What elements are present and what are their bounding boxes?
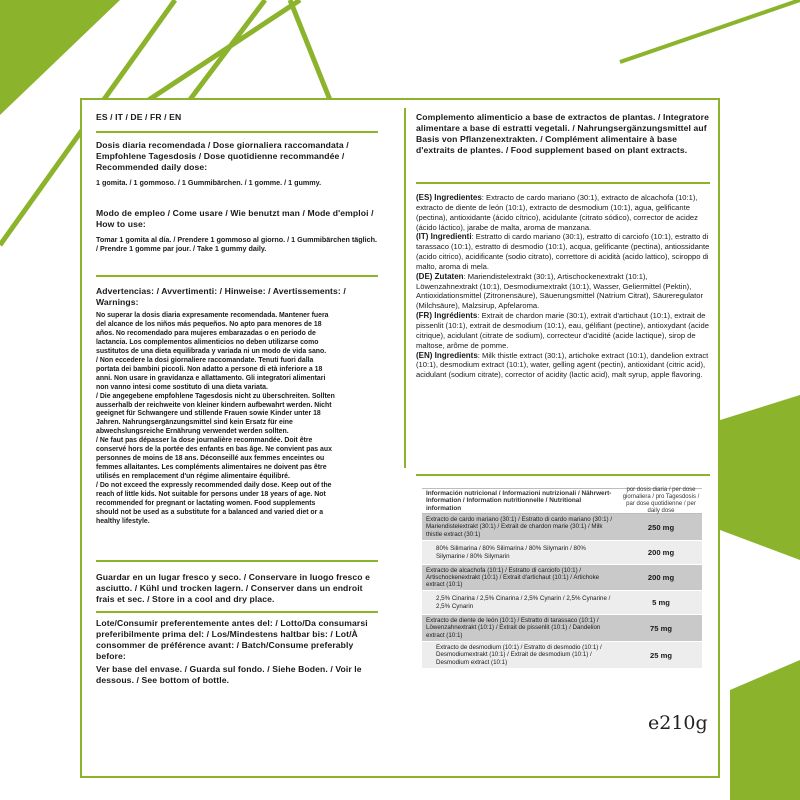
divider — [416, 474, 710, 476]
ingredients-fr: (FR) Ingrédients: Extrait de chardon marie (30:1), extrait d'artichaut (10:1), extrait de pissenlit (10:1), extrait de desmodium (10:1), eau, gélifiant (pectine), antioxydant (acide citrique), acidulant (citrate de sodium), correcteur d'acidité (acide lactique), sirop de maltose, arôme de pomme. — [416, 311, 709, 350]
batch-title: Lote/Consumir preferentemente antes del: / Lotto/Da consumarsi preferibilmente prima del: / Los/Mindestens haltbar bis: / Lot/À consommer de préférence avant: / Batch/Consume preferably before: — [96, 618, 368, 661]
ingredients-es: (ES) Ingredientes: Extracto de cardo mariano (30:1), extracto de alcachofa (10:1), extracto de diente de león (10:1), extracto de desmodium (10:1), agua, gelificante (pectina), antioxidante (ácido cítrico), acidulante (citrato sódico), corrector de acidez (ácido láctico), jarabe de malta, aroma de manzana. — [416, 193, 698, 232]
table-row: 80% Silimarina / 80% Silimarina / 80% Silymarin / 80% Silymarine / 80% Silymarin 200 mg — [422, 541, 702, 565]
daily-dose-section — [96, 140, 378, 187]
product-description: Complemento alimenticio a base de extractos de plantas. / Integratore alimentare a base di estratti vegetali. / Nahrungsergänzungsmittel auf Basis von Pflanzenextrakten. / Complément alimentaire à base d'extraits de plantes. / Food supplement based on plant extracts. — [416, 112, 709, 155]
ingredients-list — [416, 193, 710, 380]
usage-section — [96, 208, 378, 253]
table-header-right: por dosis diaria / per dose giornaliera / pro Tagesdosis / par dose quotidienne / per daily dose — [622, 487, 700, 514]
daily-dose-text: 1 gomita. / 1 gommoso. / 1 Gummibärchen. / 1 gomme. / 1 gummy. — [96, 178, 322, 187]
column-divider — [404, 108, 406, 468]
table-row: 2,5% Cinarina / 2,5% Cinarina / 2,5% Cynarin / 2,5% Cynarine / 2,5% Cynarin 5 mg — [422, 591, 702, 615]
table-row: Extracto de diente de león (10:1) / Estratto di tarassaco (10:1) / Löwenzahnextrakt (10:1) / Extrait de pissenlit (10:1) / Dandelion extract (10:1) 75 mg — [422, 615, 702, 642]
ingredients-de: (DE) Zutaten: Mariendistelextrakt (30:1), Artischockenextrakt (10:1), Löwenzahnextrakt (10:1), Desmodiumextrakt (10:1), Wasser, Geliermittel (Pektin), Antioxidationsmittel (Zitronensäure), Säuerungsmittel (Natrium Citrat), Säureregulator (Milchsäure), Malzsirup, Apfelaroma. — [416, 271, 703, 311]
nutrition-table — [422, 488, 702, 669]
divider — [96, 275, 378, 277]
storage-text: Guardar en un lugar fresco y seco. / Conservare in luogo fresco e asciutto. / Kühl und trocken lagern. / Conserver dans un endroit frais et sec. / Store in a cool and dry place. — [96, 572, 370, 604]
divider — [96, 131, 378, 133]
usage-text: Tomar 1 gomita al día. / Prendere 1 gommoso al giorno. / 1 Gummibärchen täglich. / Prendre 1 gomme par jour. / Take 1 gummy daily. — [96, 235, 378, 254]
daily-dose-title: Dosis diaria recomendada / Dose giornaliera raccomandata / Empfohlene Tagesdosis / Dose quotidienne recommandée / Recommended daily dose: — [96, 140, 349, 172]
ingredients-en: (EN) Ingredients: Milk thistle extract (30:1), artichoke extract (10:1), dandelion extract (10:1), desmodium extract (10:1), water, gelling agent (pectin), antioxidant (citric acid), acidulant (sodium citrate), corrector of acidity (lactic acid), malt syrup, apple flavoring. — [416, 350, 709, 380]
batch-text: Ver base del envase. / Guarda sul fondo. / Siehe Boden. / Voir le dessous. / See bottom of bottle. — [96, 664, 362, 685]
usage-title: Modo de empleo / Come usare / Wie benutzt man / Mode d'emploi / How to use: — [96, 208, 374, 229]
table-row: Extracto de cardo mariano (30:1) / Estratto di cardo mariano (30:1) / Mariendistelextrakt (30:1) / Extrait de chardon marie (30:1) / Milk thistle extract (30:1) 250 mg — [422, 514, 702, 541]
table-row: Extracto de desmodium (10:1) / Estratto di desmodio (10:1) / Desmodiumextrakt (10:1) / Extrait de desmodium (10:1) / Desmodium extract (10:1) 25 mg — [422, 642, 702, 669]
ingredients-it: (IT) Ingredienti: Estratto di cardo mariano (30:1), estratto di carciofo (10:1), estratto di tarassaco (10:1), estratto di desmodio (10:1), acqua, gelificante (pectina), antiossidante (acido citrico), acidificante (sodio citrato), correttore di acidità (acido lattico), sciroppo di malto, aroma di mela. — [416, 232, 710, 271]
warnings-title: Advertencias: / Avvertimenti: / Hinweise: / Avertissements: / Warnings: — [96, 286, 346, 307]
divider — [416, 182, 710, 184]
product-label — [80, 98, 720, 778]
warnings-text: No superar la dosis diaria expresamente recomendada. Mantener fuera del alcance de los niños más pequeños. No apto para menores de 18 años. No recomendado para mujeres embarazadas o en periodo de lactancia. Los complementos alimenticios no deben utilizarse como sustitutos de una dieta equilibrada y variada ni un modo de vida sano. / Non eccedere la dosi giornaliere raccomandate. Tenuti fuori dalla portata dei bambini piccoli. Non adatto a persone di età inferiore a 18 anni. Non usare in gravidanza e allattamento. Gli integratori alimentari non vanno intesi come sostituto di una dieta variata. / Die angegebene empfohlene Tagesdosis nicht zu überschreiten. Sollten ausserhalb der reichweite von kleiner kindern aufbewahrt werden. Nicht geeignet für Schwangere und stillende Frauen sowie Kinder unter 18 Jahren. Nahrungsergänzungsmittel sind kein Ersatz für eine abwechslungsreiche Ernährung verwendet werden sollten. / Ne faut pas dépasser la dose journalière recommandée. Doit être conservé hors de la portée des enfants en bas âge. Ne convient pas aux personnes de moins de 18 ans. Déconseillé aux femmes enceintes ou femmes allaitantes. Les compléments alimentaires ne doivent pas être utilisés en remplacement d'un régime alimentaire équilibré. / Do not exceed the expressly recommended daily dose. Keep out of the reach of little kids. Not suitable for persons under 18 years of age. Not recommended for pregnant or lactating women. Food supplements should not be used as a substitute for a balanced and varied diet or a healthy lifestyle. — [96, 312, 335, 525]
table-header-left: Información nutricional / Informazioni nutrizionali / Nährwert-Information / Information nutritionnelle / Nutritional information — [426, 490, 612, 512]
table-header — [422, 488, 702, 514]
e-mark-symbol: e210g — [648, 712, 708, 734]
warnings-section — [96, 286, 378, 527]
languages-header: ES / IT / DE / FR / EN — [96, 112, 182, 122]
batch-section — [96, 618, 378, 686]
table-row: Extracto de alcachofa (10:1) / Estratto di carciofo (10:1) / Artischockenextrakt (10:1) / Extrait d'artichaut (10:1) / Artichoke extract (10:1) 200 mg — [422, 565, 702, 591]
divider — [96, 611, 378, 613]
divider — [96, 560, 378, 562]
